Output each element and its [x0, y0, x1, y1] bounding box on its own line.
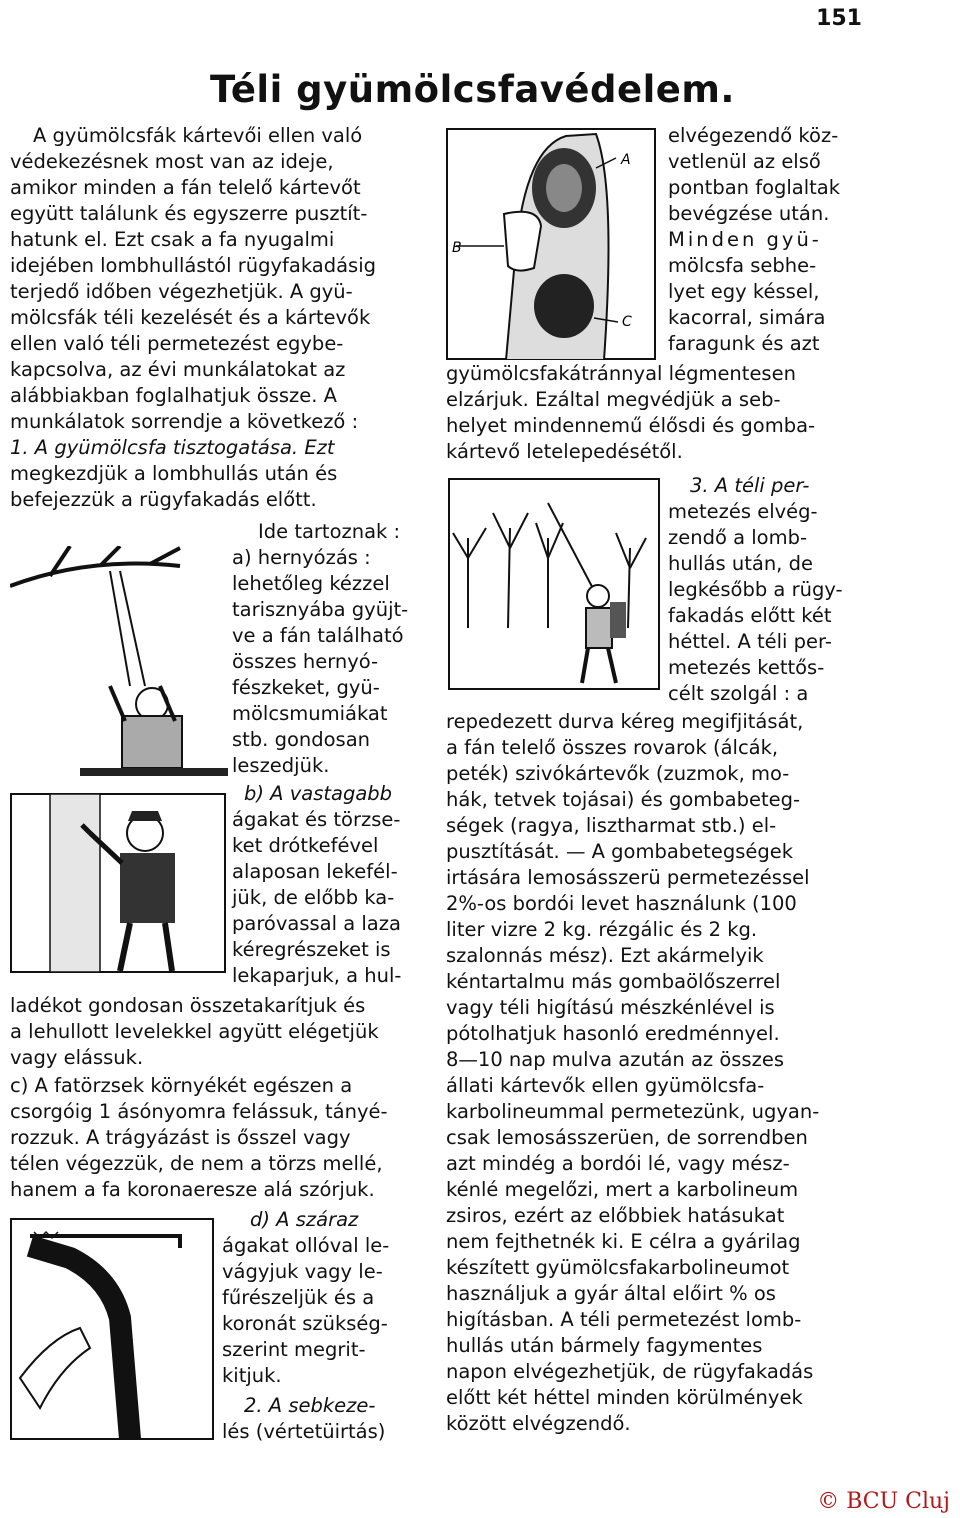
text-line: pusztítását. — A gombabetegségek: [446, 840, 794, 863]
section-heading-1: 1. A gyümölcsfa tisztogatása. Ezt: [10, 436, 335, 459]
text-line: csorgóig 1 ásónyomra felássuk, tányé-: [10, 1100, 388, 1123]
text-line: ellen való téli permetezést egybe-: [10, 332, 344, 355]
text-line: hák, tetvek tojásai) és gombabeteg-: [446, 788, 801, 811]
text-line: legkésőbb a rügy-: [668, 578, 843, 601]
text-line: megkezdjük a lombhullás után és: [10, 462, 338, 485]
figure-label-c: C: [622, 314, 632, 330]
section-heading-3: 3. A téli per-: [690, 474, 810, 497]
text-line: fakadás előtt két: [668, 604, 832, 627]
text-line: hatunk el. Ezt csak a fa nyugalmi: [10, 228, 335, 251]
text-line: d) A száraz: [250, 1208, 359, 1231]
text-line: mölcsfák téli kezelését és a kártevők: [10, 306, 371, 329]
text-line: paróvassal a laza: [232, 912, 401, 935]
text-line: b) A vastagabb: [244, 782, 393, 805]
text-line: lyet egy késsel,: [668, 280, 820, 303]
figure-label-a: A: [621, 152, 631, 168]
text-line: a fán telelő összes rovarok (álcák,: [446, 736, 779, 759]
page-number: 151: [816, 6, 862, 31]
text-line: állati kártevők ellen gyümölcsfa-: [446, 1074, 765, 1097]
text-line: kéntartalmu más gombaölőszerrel: [446, 970, 781, 993]
text-line: mölcsfa sebhe-: [668, 254, 817, 277]
text-line: télen végezzük, de nem a törzs mellé,: [10, 1152, 383, 1175]
text-line: c) A fatörzsek környékét egészen a: [10, 1074, 353, 1097]
text-line: vetlenül az első: [668, 150, 821, 173]
text-line: nem fejthetnék ki. E célra a gyárilag: [446, 1230, 801, 1253]
text-line: lehetőleg kézzel: [232, 572, 390, 595]
text-line: gyümölcsfakátránnyal légmentesen: [446, 362, 796, 385]
text-line: vagy elássuk.: [10, 1046, 144, 1069]
text-line: elvégezendő köz-: [668, 124, 839, 147]
text-line: szalonnás mész). Ezt akármelyik: [446, 944, 764, 967]
text-line: a lehullott levelekkel agyütt elégetjük: [10, 1020, 379, 1043]
figure-label-b: B: [452, 240, 462, 256]
text-line: metezés elvég-: [668, 500, 818, 523]
text-line: ve a fán található: [232, 624, 404, 647]
text-line: pótolhatjuk hasonló eredménnyel.: [446, 1022, 780, 1045]
text-line: kéregrészeket is: [232, 938, 391, 961]
text-line: irtására lemosásszerü permetezéssel: [446, 866, 810, 889]
text-line: használjuk a gyár által előirt % os: [446, 1282, 776, 1305]
text-line: vagy téli higítású mészkénlével is: [446, 996, 775, 1019]
text-line: előtt két héttel minden körülmények: [446, 1386, 803, 1409]
text-line: metezés kettős-: [668, 656, 825, 679]
text-line: terjedő időben végezhetjük. A gyü-: [10, 280, 353, 303]
text-line: között elvégzendő.: [446, 1412, 631, 1435]
text-line: 2%-os bordói levet használunk (100: [446, 892, 797, 915]
text-line: kapcsolva, az évi munkálatokat az: [10, 358, 346, 381]
section-heading-2: 2. A sebkeze-: [244, 1394, 376, 1417]
text-line: Minden gyü-: [668, 228, 822, 251]
text-line: napon elvégezhetjük, de rügyfakadás: [446, 1360, 814, 1383]
text-line: hanem a fa koronaeresze alá szórjuk.: [10, 1178, 375, 1201]
text-line: hullás után, de: [668, 552, 813, 575]
text-line: ket drótkefével: [232, 834, 379, 857]
text-line: A gyümölcsfák kártevői ellen való: [33, 124, 363, 147]
text-line: célt szolgál : a: [668, 682, 809, 705]
library-watermark: © BCU Cluj: [817, 1489, 950, 1514]
text-line: zendő a lomb-: [668, 526, 808, 549]
text-line: tarisznyába gyüjt-: [232, 598, 409, 621]
bark-scraping-illustration: [10, 793, 226, 973]
text-line: azt mindég a bordói lé, vagy mész-: [446, 1152, 790, 1175]
text-line: bevégzése után.: [668, 202, 830, 225]
text-line: fűrészeljük és a: [222, 1286, 375, 1309]
text-line: peték) szivókártevők (zuzmok, mo-: [446, 762, 790, 785]
text-line: koronát szükség-: [222, 1312, 388, 1335]
text-line: ségek (ragya, lisztharmat stb.) el-: [446, 814, 777, 837]
text-line: védekezésnek most van az ideje,: [10, 150, 334, 173]
text-line: mölcsmumiákat: [232, 702, 388, 725]
text-line: alaposan lekefél-: [232, 860, 398, 883]
text-line: hullás után bármely fagymentes: [446, 1334, 763, 1357]
text-line: kénlé megelőzi, mert a karbolineum: [446, 1178, 799, 1201]
text-line: csak lemosásszerüen, de sorrendben: [446, 1126, 808, 1149]
text-line: kitjuk.: [222, 1364, 282, 1387]
text-line: jük, de előbb ka-: [232, 886, 395, 909]
text-line: befejezzük a rügyfakadás előtt.: [10, 488, 317, 511]
text-line: héttel. A téli per-: [668, 630, 832, 653]
text-line: Ide tartoznak :: [258, 520, 401, 543]
text-line: pontban foglaltak: [668, 176, 841, 199]
text-line: liter vizre 2 kg. rézgálic és 2 kg.: [446, 918, 758, 941]
text-line: amikor minden a fán telelő kártevőt: [10, 176, 361, 199]
text-line: fészkeket, gyü-: [232, 676, 380, 699]
text-line: repedezett durva kéreg megifjitását,: [446, 710, 804, 733]
text-line: lés (vértetüirtás): [222, 1420, 386, 1443]
text-line: a) hernyózás :: [232, 546, 371, 569]
text-line: stb. gondosan: [232, 728, 371, 751]
text-line: faragunk és azt: [668, 332, 820, 355]
text-line: leszedjük.: [232, 754, 330, 777]
text-line: karbolineummal permetezünk, ugyan-: [446, 1100, 820, 1123]
text-line: alábbiakban foglalhatjuk össze. A: [10, 384, 338, 407]
text-line: 8—10 nap mulva azután az összes: [446, 1048, 784, 1071]
text-line: helyet mindennemű élősdi és gomba-: [446, 414, 816, 437]
text-line: higításban. A téli permetezést lomb-: [446, 1308, 802, 1331]
tree-wound-illustration: [446, 128, 656, 360]
text-line: kártevő letelepedésétől.: [446, 440, 683, 463]
text-line: készített gyümölcsfakarbolineumot: [446, 1256, 790, 1279]
text-line: elzárjuk. Ezáltal megvédjük a seb-: [446, 388, 781, 411]
text-line: ladékot gondosan összetakarítjuk és: [10, 994, 366, 1017]
text-line: összes hernyó-: [232, 650, 379, 673]
article-title: Téli gyümölcsfavédelem.: [210, 68, 735, 111]
text-line: zsiros, ezért az előbbiek hatásukat: [446, 1204, 785, 1227]
text-line: idejében lombhullástól rügyfakadásig: [10, 254, 377, 277]
text-line: ágakat és törzse-: [232, 808, 401, 831]
caterpillar-removal-illustration: [10, 546, 228, 778]
text-line: együtt találunk és egyszerre pusztít-: [10, 202, 368, 225]
text-line: lekaparjuk, a hul-: [232, 964, 402, 987]
sprayer-illustration: [448, 478, 660, 690]
text-line: vágyjuk vagy le-: [222, 1260, 383, 1283]
text-line: szerint megrit-: [222, 1338, 366, 1361]
text-line: rozzuk. A trágyázást is ősszel vagy: [10, 1126, 351, 1149]
text-line: munkálatok sorrendje a következő :: [10, 410, 359, 433]
text-line: kacorral, simára: [668, 306, 826, 329]
branch-sawing-illustration: [10, 1218, 214, 1440]
text-line: ágakat ollóval le-: [222, 1234, 390, 1257]
